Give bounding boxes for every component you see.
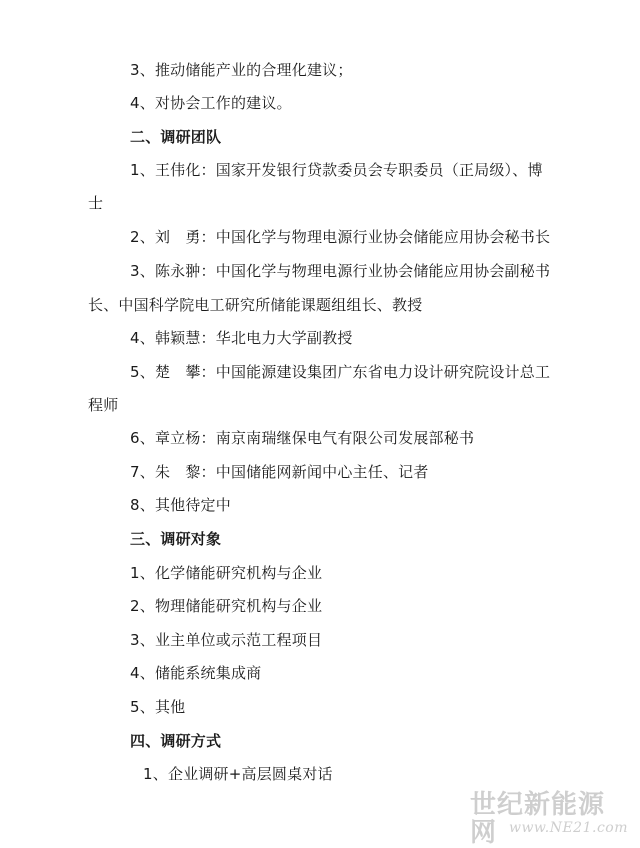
team-member-2: 2、刘 勇：中国化学与物理电源行业协会储能应用协会秘书长: [130, 228, 551, 246]
team-member-1: 1、王伟化：国家开发银行贷款委员会专职委员（正局级）、博: [130, 161, 543, 179]
team-member-5: 5、楚 攀：中国能源建设集团广东省电力设计研究院设计总工: [130, 363, 551, 381]
team-member-3-continuation: 长、中国科学院电工研究所储能课题组组长、教授: [88, 296, 423, 314]
target-item-5: 5、其他: [130, 698, 186, 716]
team-member-1-continuation: 士: [88, 194, 104, 212]
watermark-url: www.NE21.com: [508, 820, 628, 836]
team-member-5-continuation: 程师: [88, 396, 119, 414]
section-heading-targets: 三、调研对象: [130, 530, 222, 548]
target-item-3: 3、业主单位或示范工程项目: [130, 631, 323, 649]
team-member-6: 6、章立杨：南京南瑞继保电气有限公司发展部秘书: [130, 429, 475, 447]
line-suggestion-industry: 3、推动储能产业的合理化建议；: [130, 61, 353, 79]
team-member-3: 3、陈永翀：中国化学与物理电源行业协会储能应用协会副秘书: [130, 262, 551, 280]
section-heading-methods: 四、调研方式: [130, 732, 222, 750]
team-member-8: 8、其他待定中: [130, 496, 231, 514]
method-item-1: 1、企业调研+高层圆桌对话: [143, 765, 333, 783]
target-item-1: 1、化学储能研究机构与企业: [130, 564, 323, 582]
line-suggestion-association: 4、对协会工作的建议。: [130, 94, 292, 112]
target-item-2: 2、物理储能研究机构与企业: [130, 597, 323, 615]
team-member-7: 7、朱 黎：中国储能网新闻中心主任、记者: [130, 463, 429, 481]
section-heading-team: 二、调研团队: [130, 128, 222, 146]
watermark-title: 世纪新能源网: [470, 790, 606, 848]
target-item-4: 4、储能系统集成商: [130, 664, 262, 682]
watermark-logo: [470, 790, 630, 848]
team-member-4: 4、韩颖慧：华北电力大学副教授: [130, 329, 353, 347]
